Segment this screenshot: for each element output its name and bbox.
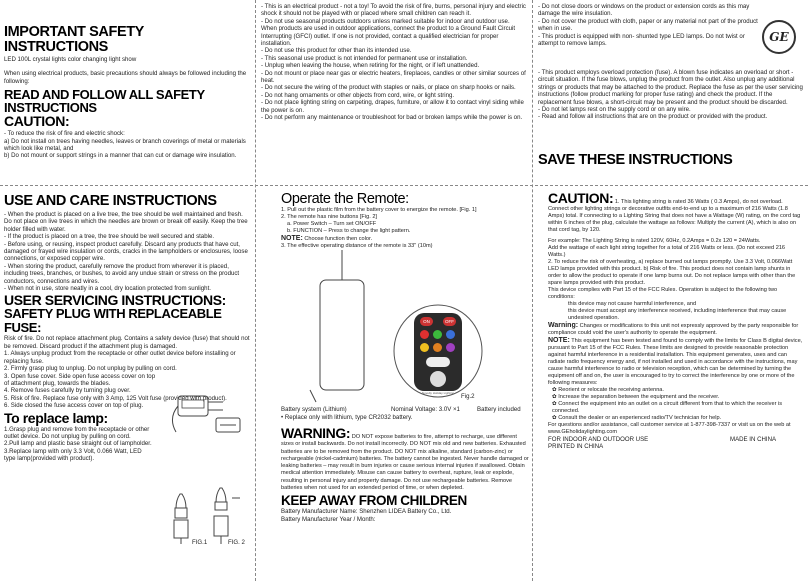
list-item: - When not in use, store neatly in a cool, dry location protected from sunlight. [4,285,211,293]
fold-line-right [532,0,533,581]
remote-on-button[interactable]: ON [420,317,433,326]
remote-green-button[interactable] [433,330,442,339]
list-item: - Do not close doors or windows on the product or extension cords as this may damage the wire insulation. [538,3,750,18]
list-item: 3.Replace lamp with only 3.3 Volt, 0.066 Watt, LED type lamp(provided with product). [4,447,142,463]
remote-battery-figure [300,250,380,410]
measure-item: Increase the separation between the equipment and the receiver. [558,394,720,400]
fuse-plug-illustration [168,388,248,438]
note-label: NOTE: [281,235,303,242]
list-item: a) Do not install on trees having needles, leaves or branch coverings of metal or materials which look like metal, and [4,137,246,153]
list-item: 4. Remove fuses carefully by turning plug over. [4,387,131,395]
list-item: - Read and follow all instructions that are on the product or provided with the product. [538,113,768,121]
list-item: - This product employs overload protection (fuse). A blown fuse indicates an overload or short -circuit situation. If the fuse blows, unplug the product from the outlet. Also unplug any additional strings or products that may be attached to the product. Replace the fuse as per the user servicing instructions (follow product marking for proper fuse rating) and check the product. If the replacement fuse blows, a short-circuit may be present and the product should be discarded. [538,69,803,106]
replace-lamp-title: To replace lamp: [4,409,108,426]
panel-safety-end [538,3,760,47]
fold-line-left [255,0,256,581]
fcc-warning-label: Warning: [548,322,579,329]
list-item: 2. Firmly grasp plug to unplug. Do not unplug by pulling on cord. [4,365,177,373]
battery-info [281,406,529,421]
fcc-condition-2: this device must accept any interference received, including interference that may cause undesired operation. [568,308,787,321]
remote-body [414,313,462,391]
battery-included: Battery included [477,406,521,413]
list-item: b. FUNCTION – Press to change the light pattern. [287,228,411,234]
list-item: - If the product is placed on a tree, the tree should be well secured and stable. [4,233,215,241]
warning-label: WARNING: [281,425,351,441]
list-item: 3. The effective operating distance of the remote is 33'' (10m) [281,243,433,249]
list-item: - To reduce the risk of fire and electric shock: [4,130,125,138]
customer-service: For questions and/or assistance, call customer service at 1-877-398-7337 or visit us on the web at www.GEholidaylighting.com [548,422,791,435]
list-item: - Do not hang ornaments or other objects from cord, wire, or light string. [261,91,455,99]
panel-safety-end-2 [538,69,803,121]
remote-blue-button[interactable] [446,330,455,339]
warning-text: DO NOT expose batteries to fire, attempt to recharge, use different sizes or install backwards. Do not install incorrectly. DO NOT mix old and new batteries. Exhausted batteries are to be removed from the product. DO NOT mix alkaline, standard (carbon-zinc) or rechargeable (nickel-cadmium) batteries. The battery cannot be ingested. Never handle damaged or leaking batteries – may result in burn injuries or cause serious internal injuries if swallowed. Obtain medical attention immediately. Misuse can cause battery to overheat, rupture, leak or explode, resulting in personal injury and property damage. Do not use rechargeable batteries. Remove batteries when not used for an extended period of time, or when depleted. [281,434,529,492]
fcc-note-text: This equipment has been tested and found to comply with the limits for Class B digital device, pursuant to Part 15 of the FCC Rules. These limits are designed to provide reasonable protection against harmful interference in a residential installation. This equipment generates, uses and can radiate radio frequency energy and, if not installed and used in accordance with the instructions, may cause harmful interference to radio or television reception, which can be determined by turning the equipment off and on, the user is encouraged to try to correct the interference by one or more of the following measures: [548,338,803,386]
nominal-voltage: Nominal Voltage: 3.0V ×1 [391,406,460,413]
list-item: - Do not cover the product with cloth, paper or any material not part of the product when in use. [538,17,758,33]
fig1-label: FIG.1 [192,539,208,546]
measure-item: Connect the equipment into an outlet on a circuit different from that to which the receiver is connected. [552,401,783,414]
panel-caution-fcc: CAUTION: 1. This lighting string is rated 36 Watts ( 0.3 Amps), do not overload. Connect other lighting strings or decorative outfits end-to-end up to a maximum of 216 Watts (1.8 Amps) total. If connecting to a Lighting String that does not have a Wattage (W) rating, on the cord tag within 6 inches of the plug, calculate the wattage as follows: Multiply the current (A), which is also on that cord tag, by 120. For example: The Lighting String is rated 120V, 60Hz, 0.2Amps = 0.2x 120 = 24Watts. Add the wattage of each light string together for a total of 216 Watts or less. (Do not exceed 216 Watts.) 2. To reduce the risk of overheating, a) replace burned out lamps promptly. Use 3.3 Volt, 0.066Watt LED lamps provided with this product. b) Risk of fire. This product does not contain lamp shunts in order to allow the product to operate if one lamp burns out. Do not replace lamps with other than the spare lamps provided with this product. This device complies with Part 15 of the FCC Rules. Operation is subject to the following two conditions: this device may not cause harmful interference, and this device must accept any interference received, including interference that may cause undesired operation. Warning: Changes or modifications to this unit not expressly approved by the party responsible for compliance could void the user's authority to operate the equipment. NOTE: This equipment has been tested and found to comply with the limits for Class B digital device, pursuant to Part 15 of the FCC Rules. These limits are designed to provide reasonable protection against harmful interference in a residential installation. This equipment generates, uses and can radiate radio frequency energy and, if not installed and used in accordance with the instructions, may cause harmful interference to radio or television reception, which can be determined by turning the equipment off and on, the user is encouraged to try to correct the interference by one or more of the following measures: ✿ Reorient or relocate the receiving antenna. ✿ Increase the separation between the equipment and the receiver. ✿ Connect the equipment into an outlet on a circuit different from that to which the receiver is connected. ✿ Consult the dealer or an experienced radio/TV technician for help. For questions and/or assistance, call customer service at 1-877-398-7337 or visit us on the web at www.GEholidaylighting.com FOR INDOOR AND OUTDOOR USE PRINTED IN CHINA MADE IN CHINA [548,190,803,450]
product-subtitle: LED 100L crystal lights color changing light show [4,56,137,63]
list-item: 1. Pull out the plastic film from the battery cover to energize the remote. [Fig. 1] [281,207,477,213]
list-item: 1. Always unplug product from the receptacle or other outlet device before installing or replacing fuse. [4,350,236,365]
remote-logo-icon [430,371,446,387]
plug-intro: Risk of fire. Do not replace attachment plug. Contains a safety device (fuse) that should not be removed. Discard product if the attachment plug is damaged. [4,335,250,350]
printed-in-china: PRINTED IN CHINA [548,443,604,450]
caution-text: 1. This lighting string is rated 36 Watts ( 0.3 Amps), do not overload. Connect other lighting strings or decorative outfits end-to-end up to a maximum of 216 Watts (1.8 Amps) total. If connecting to a Lighting String that does not have a Wattage (W) rating, on the cord tag within 6 inches of the plug, calculate the wattage as follows: Multiply the current (A), which is also on that cord tag, by 120. [548,199,801,233]
fcc-condition-1: this device may not cause harmful interference, and [568,301,697,307]
battery-system: Battery system (Lithium) [281,406,347,413]
list-item: - Do not secure the wiring of the product with staples or nails, or place on sharp hooks or nails. [261,84,516,92]
indoor-outdoor: FOR INDOOR AND OUTDOOR USE [548,436,649,443]
remote-brand-text: Novelty Holiday Lighting [421,391,455,395]
list-item: b) Do not mount or support strings in a manner that can cut or damage wire insulation. [4,152,237,160]
caution-list [4,130,250,160]
measure-item: Reorient or relocate the receiving antenna. [558,387,664,393]
remote-title: Operate the Remote: [281,191,409,207]
battery-replace: • Replace only with lithium, type CR2032 battery. [281,414,413,421]
caution-label: CAUTION: [548,190,614,206]
list-item: 5. Risk of fire. Replace fuse only with 3 Amp, 125 Volt fuse (provided with product). [4,394,227,402]
read-follow-heading: READ AND FOLLOW ALL SAFETY INSTRUCTIONS [4,87,205,116]
fig2-remote-label: Fig.2 [461,393,475,400]
list-item: - This product is equipped with non- shunted type LED lamps. Do not twist or attempt to remove lamps. [538,32,745,48]
overheat-text: 2. To reduce the risk of overheating, a) replace burned out lamps promptly. Use 3.3 Volt, 0.066Watt LED lamps provided with this product. b) Risk of fire. This product does not contain lamp shunts in order to allow the product to operate if one lamp burns out. Do not replace lamps with other than the spare lamps provided with this product. [548,259,796,286]
add-text: Add the wattage of each light string together for a total of 216 Watts or less. (Do not exceed 216 Watts.) [548,245,786,258]
intro-text: When using electrical products, basic precautions should always be followed including the following: [4,70,247,85]
ge-logo: GE [762,20,796,54]
list-item: a. Power Switch – Turn set ON/OFF [287,221,377,227]
list-item: 2. The remote has nine buttons [Fig. 2] [281,214,377,220]
list-item: - Do not perform any maintenance or troubleshoot for bad or broken lamps while the power is on. [261,114,523,122]
use-care-title: USE AND CARE INSTRUCTIONS [4,193,217,209]
list-item: - Do not mount or place near gas or electric heaters, fireplaces, candles or other similar sources of heat. [261,69,526,85]
remote-purple-button[interactable] [446,343,455,352]
note-text: Choose function then color. [304,236,373,242]
list-item: - Do not let lamps rest on the supply cord or on any wire. [538,106,691,114]
list-item: 3. Open fuse cover. Side open fuse access cover on top of attachment plug, towards the blades. [4,372,156,387]
list-item: - Do not place lighting string on carpeting, drapes, furniture, or allow it to contact vinyl siding while the power is on. [261,99,524,114]
measure-item: Consult the dealer or an experienced radio/TV technician for help. [558,415,722,421]
list-item: - Do not use seasonal products outdoors unless marked suitable for indoor and outdoor use. When products are used in outdoor applications, connect the product to a Ground Fault Circuit Interrupting (GFCI) outlet. If one is not provided, contact a qualified electrician for proper installation. [261,17,516,48]
battery-warning [281,427,529,523]
remote-control-figure [393,303,483,398]
manufacturer-year: Battery Manufacturer Year / Month: [281,515,376,523]
plug-title: SAFETY PLUG WITH REPLACEABLE FUSE: [4,306,222,336]
fold-line-horizontal [0,185,808,186]
save-instructions-heading: SAVE THESE INSTRUCTIONS [538,152,733,168]
list-item: - When storing the product, carefully remove the product from wherever it is placed, including trees, branches, or bushes, to avoid any undue strain or stress on the product conductors, connections and wires. [4,262,240,285]
remote-function-button[interactable] [426,357,450,367]
remote-orange-button[interactable] [433,343,442,352]
list-item: - When the product is placed on a live tree, the tree should be well maintained and fresh. Do not place on live trees in which the needles are brown or break off easily. Keep the tree holder filled with water. [4,211,248,233]
list-item: - Do not use this product for other than its intended use. [261,47,412,55]
servicing-title: USER SERVICING INSTRUCTIONS: [4,292,226,309]
list-item: - This seasonal use product is not intended for permanent use or installation. [261,54,468,62]
caution-heading: CAUTION: [4,113,70,130]
list-item: - Unplug when leaving the house, when retiring for the night, or if left unattended. [261,62,480,70]
manufacturer-name: Battery Manufacturer Name: Shenzhen LIDEA Battery Co., Ltd. [281,508,452,516]
list-item: 6. Side closed the fuse access cover on top of plug. [4,402,144,410]
list-item: - This is an electrical product - not a toy! To avoid the risk of fire, burns, personal injury and electric shock it should not be played with or placed where small children can reach it. [261,3,526,18]
lamp-figures [160,486,255,546]
made-in-china: MADE IN CHINA [730,436,777,443]
list-item: 2.Pull lamp and plastic base straight out of lampholder. [4,440,152,448]
panel-remote [281,192,529,250]
safety-title: IMPORTANT SAFETY INSTRUCTIONS [4,24,144,55]
fig2-label: FIG. 2 [228,539,245,546]
remote-red-button[interactable] [420,330,429,339]
example-text: For example: The Lighting String is rated 120V, 60Hz, 0.2Amps = 0.2x 120 = 24Watts. [548,238,761,244]
fcc-warning-text: Changes or modifications to this unit not expressly approved by the party responsible for compliance could void the user's authority to operate the equipment. [548,323,799,336]
panel-safety [4,25,250,160]
list-item: 1.Grasp plug and remove from the receptacle or other outlet device. Do not unplug by pulling on cord. [4,425,150,440]
remote-yellow-button[interactable] [420,343,429,352]
keep-away-heading: KEEP AWAY FROM CHILDREN [281,493,467,509]
fcc-intro: This device complies with Part 15 of the FCC Rules. Operation is subject to the following two conditions: [548,287,778,300]
fcc-note-label: NOTE: [548,337,570,344]
panel-safety-continued [261,3,527,122]
list-item: - Before using, or reusing, inspect product carefully. Discard any products that have cut, damaged or frayed wire insulation or cords, cracks in the lampholders or enclosures, loose connections, or exposed copper wire. [4,240,248,263]
remote-off-button[interactable]: OFF [445,319,454,324]
